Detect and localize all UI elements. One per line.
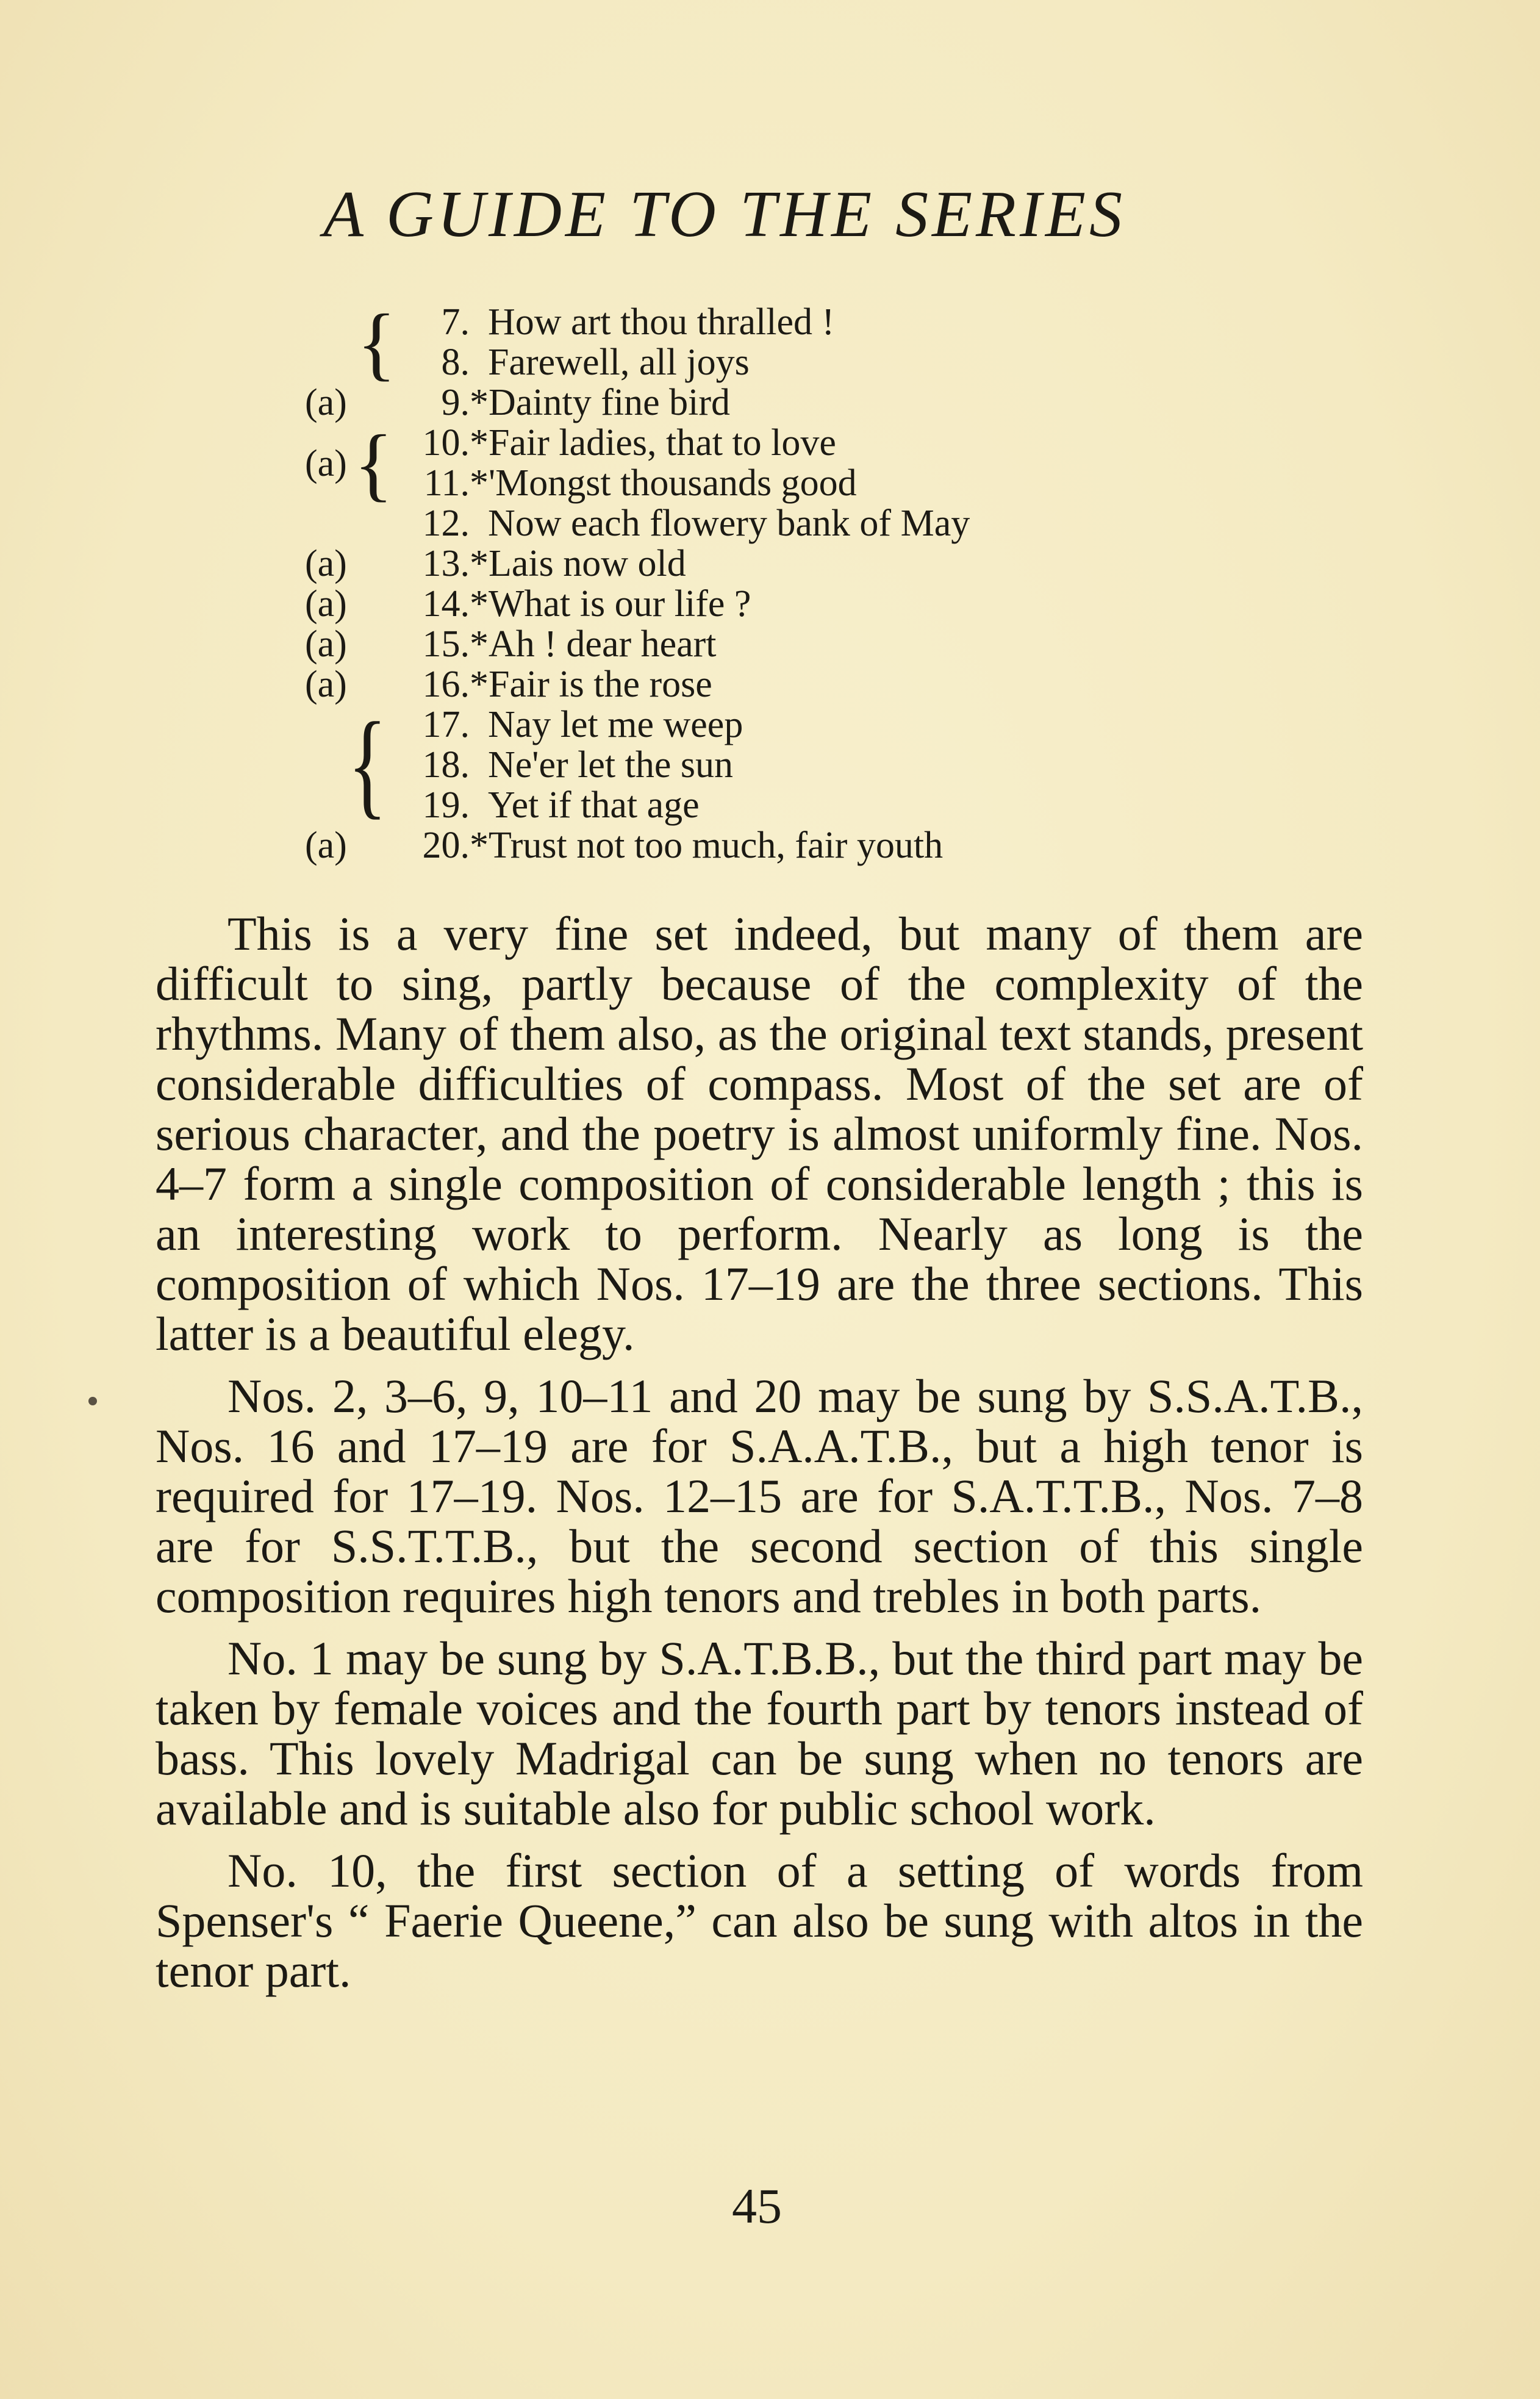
- list-item: (a) 14. *What is our life ?: [305, 583, 751, 625]
- page-number: 45: [732, 2178, 782, 2234]
- list-item: 11. *'Mongst thousands good: [423, 462, 857, 504]
- paragraph: Nos. 2, 3–6, 9, 10–11 and 20 may be sung by S.S.A.T.B., Nos. 16 and 17–19 are for S.A.A.T.B., but a high tenor is required for 17–19. Nos. 12–15 are for S.A.T.T.B., Nos. 7–8 are for S.S.T.T.B., but the second section of this single composition requires high tenors and trebles in both parts.: [156, 1369, 1363, 1623]
- list-item: 7. How art thou thralled !: [441, 301, 835, 343]
- running-head: A GUIDE TO THE SERIES: [323, 178, 1126, 251]
- list-item: 10. *Fair ladies, that to love: [422, 422, 836, 464]
- paragraph: No. 10, the first section of a setting of words from Spenser's “ Faerie Queene,” can also be sung with altos in the tenor part.: [156, 1844, 1363, 1997]
- ink-speck: [88, 1397, 97, 1405]
- list-item: (a) 16. *Fair is the rose: [305, 664, 712, 705]
- list-item: (a) 20. *Trust not too much, fair youth: [305, 825, 944, 866]
- list-item: (a) 15. *Ah ! dear heart: [305, 623, 717, 665]
- list-item: (a) 13. *Lais now old: [305, 543, 686, 584]
- brace-7-8: {: [357, 297, 396, 389]
- contents-list: [293, 297, 1147, 866]
- list-item: 17. Nay let me weep: [422, 704, 743, 745]
- list-item: 8. Farewell, all joys: [441, 342, 750, 383]
- list-item: 19. Yet if that age: [422, 784, 700, 826]
- list-item: (a) 9. *Dainty fine bird: [305, 382, 731, 423]
- list-item: 18. Ne'er let the sun: [422, 744, 733, 786]
- list-item: 12. Now each flowery bank of May: [422, 503, 970, 544]
- paragraph: This is a very fine set indeed, but many of them are difficult to sing, partly because of the complexity of the rhythms. Many of them also, as the original text stands, present considerable difficulties of compass. Most of the set are of serious character, and the poetry is almost uniformly fine. Nos. 4–7 form a single composition of considerable length ; this is an interesting work to perform. Nearly as long is the composition of which Nos. 17–19 are the three sections. This latter is a beautiful elegy.: [156, 907, 1363, 1360]
- brace-17-19: {: [348, 698, 387, 830]
- paragraph: No. 1 may be sung by S.A.T.B.B., but the third part may be taken by female voices and the fourth part by tenors instead of bass. This lovely Madrigal can be sung when no tenors are available and is suitable also for public school work.: [156, 1632, 1363, 1835]
- group-mark-10-11: (a): [305, 443, 347, 484]
- body-text: [156, 909, 1363, 2008]
- brace-10-11: {: [354, 418, 393, 510]
